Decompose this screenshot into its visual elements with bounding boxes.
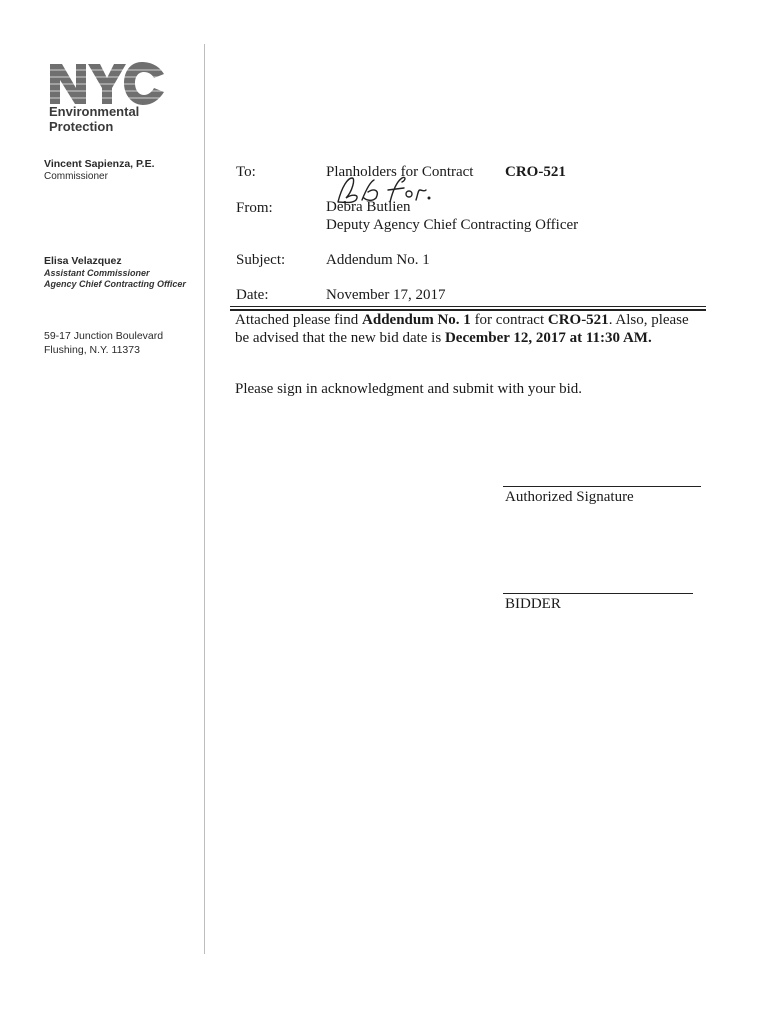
header-rule xyxy=(230,306,706,307)
subject-value: Addendum No. 1 xyxy=(326,252,430,268)
authorized-signature-label: Authorized Signature xyxy=(505,489,634,505)
from-name: Debra Butlien xyxy=(326,199,411,215)
nyc-logo xyxy=(48,60,166,106)
asst-commissioner-name: Elisa Velazquez xyxy=(44,255,122,267)
body-text: Attached please find xyxy=(235,312,363,328)
new-bid-date: December 12, 2017 at 11:30 AM. xyxy=(444,330,652,346)
asst-commissioner-title: Assistant Commissioner xyxy=(44,268,150,278)
address-line2: Flushing, N.Y. 11373 xyxy=(44,344,140,356)
date-label: Date: xyxy=(236,287,269,303)
contract-number: CRO-521 xyxy=(505,164,566,180)
to-label: To: xyxy=(236,164,256,180)
org-name-line1: Environmental xyxy=(49,104,140,119)
commissioner-name: Vincent Sapienza, P.E. xyxy=(44,158,155,170)
date-value: November 17, 2017 xyxy=(326,287,446,303)
to-value: Planholders for Contract xyxy=(326,164,474,180)
acco-title: Agency Chief Contracting Officer xyxy=(44,279,186,289)
authorized-signature-line[interactable] xyxy=(503,486,701,487)
from-label: From: xyxy=(236,200,273,216)
column-divider xyxy=(204,44,205,954)
address-line1: 59-17 Junction Boulevard xyxy=(44,330,164,342)
bidder-label: BIDDER xyxy=(505,596,561,612)
commissioner-title: Commissioner xyxy=(44,171,108,182)
acknowledgment-instruction: Please sign in acknowledgment and submit with your bid. xyxy=(235,381,583,397)
body-paragraph-line2 xyxy=(235,329,652,347)
body-text: be advised that the new bid date is xyxy=(235,330,445,346)
contract-ref: CRO-521 xyxy=(547,312,609,328)
body-text: for contract xyxy=(470,312,548,328)
body-paragraph-line1 xyxy=(235,311,689,329)
addendum-ref: Addendum No. 1 xyxy=(362,312,471,328)
body-text: . Also, please xyxy=(608,312,689,328)
subject-label: Subject: xyxy=(236,252,286,268)
org-name-line2: Protection xyxy=(49,119,114,134)
bidder-signature-line[interactable] xyxy=(503,593,693,594)
from-title: Deputy Agency Chief Contracting Officer xyxy=(326,217,579,233)
